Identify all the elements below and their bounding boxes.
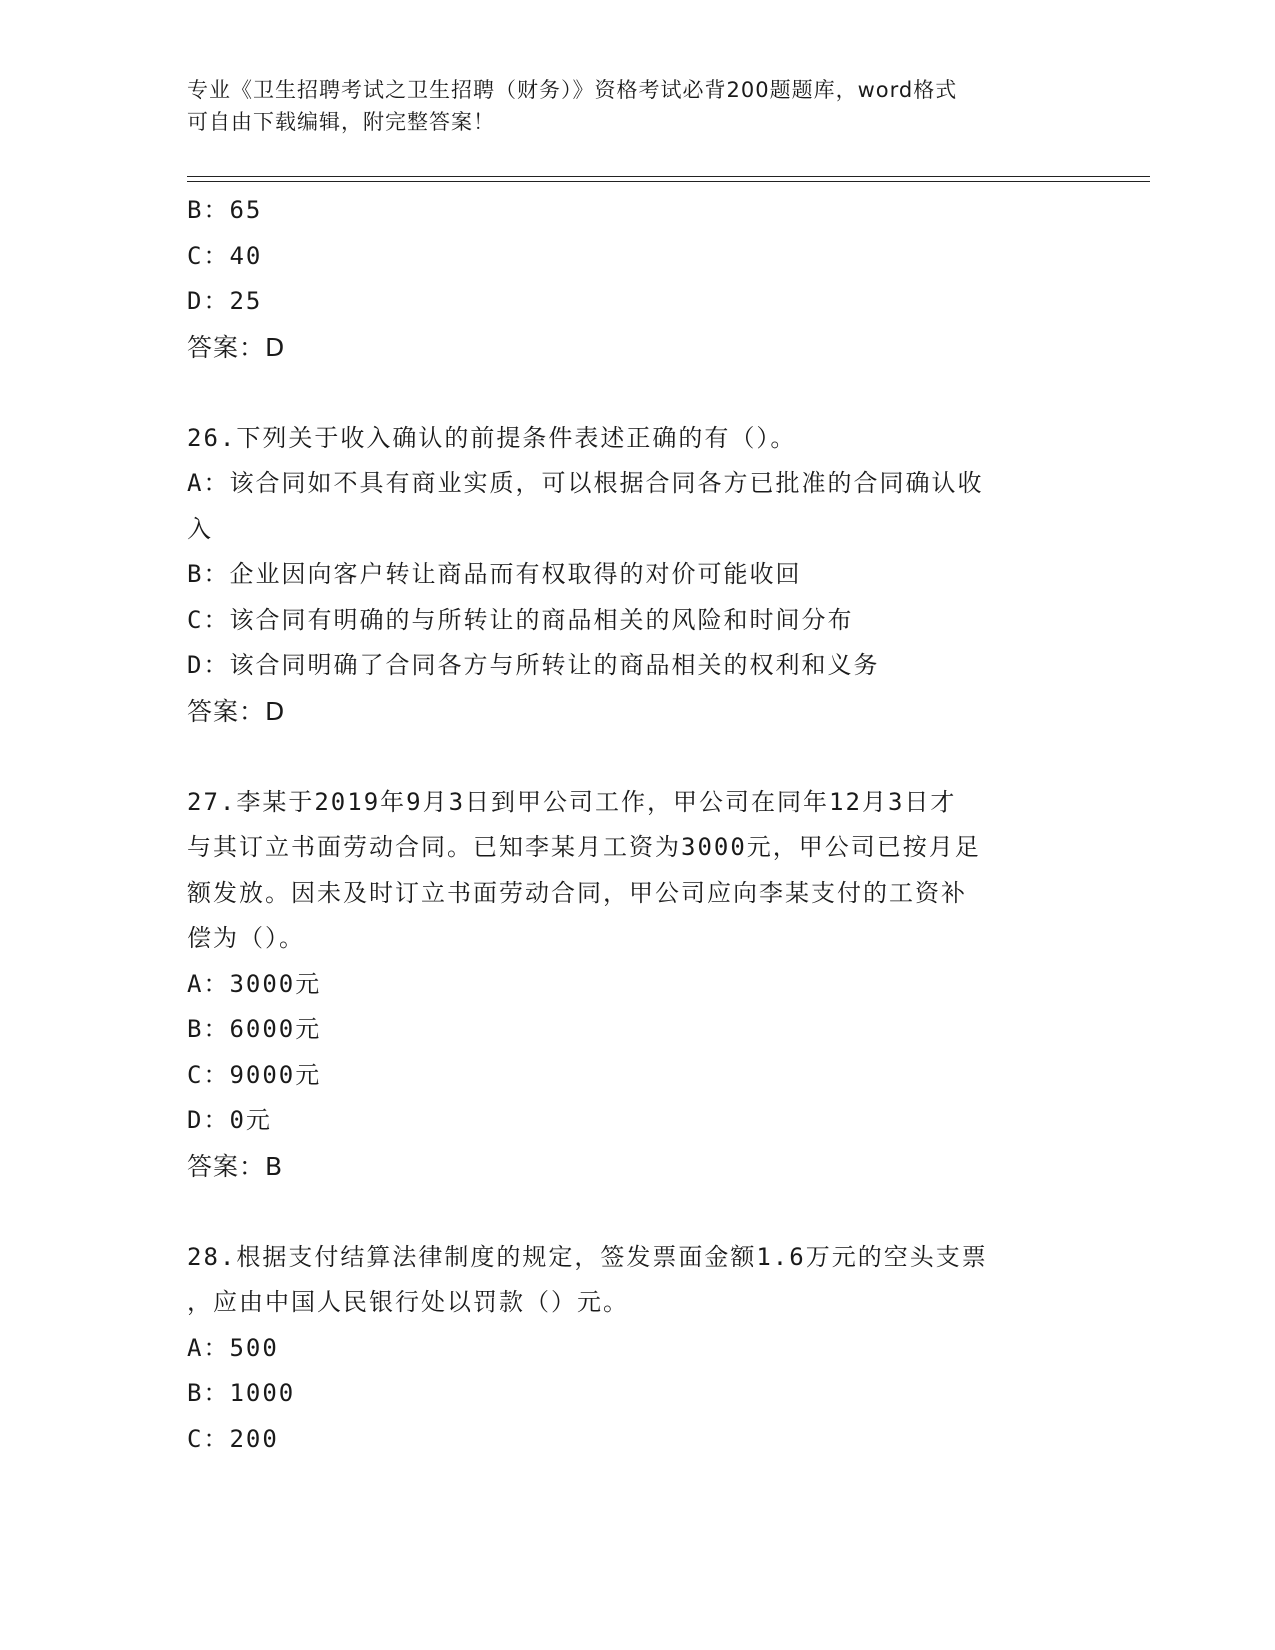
q25-option-c: C：40 <box>187 241 263 270</box>
q26-answer: 答案：D <box>187 696 286 726</box>
header-divider-top <box>187 176 1150 177</box>
q25-option-d: D：25 <box>187 287 263 315</box>
q25-answer: 答案：D <box>187 332 286 362</box>
q28-option-c: C：200 <box>187 1424 279 1453</box>
q26-option-c: C：该合同有明确的与所转让的商品相关的风险和时间分布 <box>187 605 854 634</box>
q26-stem: 26.下列关于收入确认的前提条件表述正确的有（）。 <box>187 423 797 452</box>
header-title-line-2: 可自由下载编辑，附完整答案！ <box>187 110 495 134</box>
header-divider-bottom <box>187 181 1150 182</box>
q27-stem-line-3: 额发放。因未及时订立书面劳动合同，甲公司应向李某支付的工资补 <box>187 878 967 907</box>
q27-option-c: C：9000元 <box>187 1060 322 1089</box>
q26-option-b: B：企业因向客户转让商品而有权取得的对价可能收回 <box>187 560 802 588</box>
q27-answer: 答案：B <box>187 1151 284 1181</box>
q28-stem-line-1: 28.根据支付结算法律制度的规定，签发票面金额1.6万元的空头支票 <box>187 1242 988 1271</box>
q25-option-b: B：65 <box>187 196 263 224</box>
spacer <box>187 370 1087 416</box>
q26-option-d: D：该合同明确了合同各方与所转让的商品相关的权利和义务 <box>187 651 880 679</box>
q27-stem-line-4: 偿为（）。 <box>187 924 305 952</box>
header-title-line-1: 专业《卫生招聘考试之卫生招聘（财务）》资格考试必背200题题库，word格式 <box>187 78 958 102</box>
q27-option-d: D：0元 <box>187 1106 272 1134</box>
page-header <box>187 74 1067 138</box>
question-content <box>187 188 1087 1462</box>
q27-stem-line-1: 27.李某于2019年9月3日到甲公司工作，甲公司在同年12月3日才 <box>187 787 957 816</box>
spacer <box>187 734 1087 780</box>
q28-stem-line-2: ，应由中国人民银行处以罚款（）元。 <box>187 1288 629 1316</box>
q26-option-a-cont: 入 <box>187 514 213 543</box>
q26-option-a: A：该合同如不具有商业实质，可以根据合同各方已批准的合同确认收 <box>187 469 984 497</box>
spacer <box>187 1189 1087 1235</box>
q27-option-b: B：6000元 <box>187 1015 322 1043</box>
q28-option-a: A：500 <box>187 1333 279 1362</box>
q27-stem-line-2: 与其订立书面劳动合同。已知李某月工资为3000元，甲公司已按月足 <box>187 833 981 861</box>
q28-option-b: B：1000 <box>187 1379 296 1407</box>
q27-option-a: A：3000元 <box>187 969 322 998</box>
